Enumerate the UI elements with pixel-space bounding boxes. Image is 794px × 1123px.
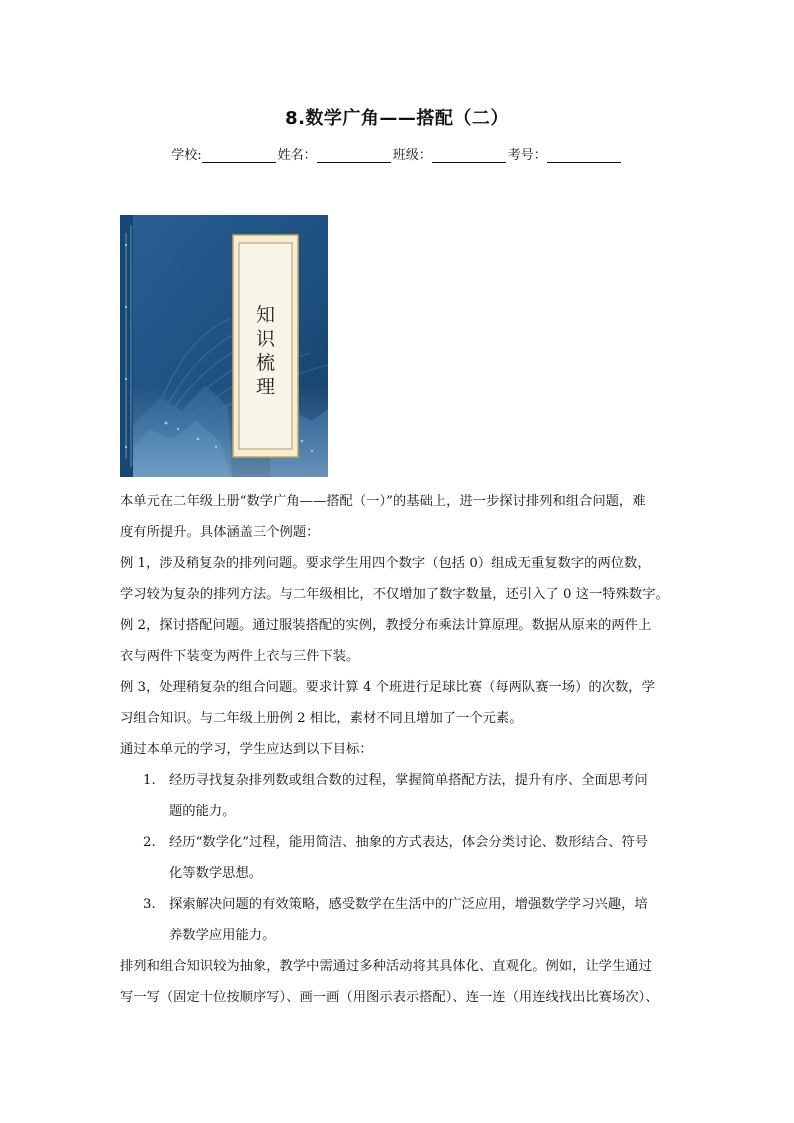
goals-intro: 通过本单元的学习，学生应达到以下目标： — [120, 742, 373, 757]
student-info-row — [0, 144, 794, 163]
cover-char-4: 理 — [255, 376, 276, 398]
goal-item-3 — [120, 889, 680, 951]
cover-char-1: 知 — [255, 304, 276, 326]
goal-2-line-2: 化等数学思想。 — [169, 866, 263, 881]
document-title: 8.数学广角——搭配（二） — [285, 108, 509, 129]
cover-char-2: 识 — [255, 328, 276, 350]
goal-2-line-1: 经历“数学化”过程，能用简洁、抽象的方式表达，体会分类讨论、数形结合、符号 — [169, 835, 648, 850]
number-blank[interactable] — [547, 148, 621, 163]
example-2-line-2: 衣与两件下装变为两件上衣与三件下装。 — [120, 649, 360, 664]
cover-illustration — [120, 215, 328, 477]
class-label: 班级： — [392, 148, 432, 163]
number-label: 考号： — [507, 148, 547, 163]
school-label: 学校: — [171, 148, 202, 163]
cover-char-3: 梳 — [255, 352, 276, 374]
intro-line-2: 度有所提升。具体涵盖三个例题： — [120, 525, 320, 540]
example-3-line-1: 例 3，处理稍复杂的组合问题。要求计算 4 个班进行足球比赛（每两队赛一场）的次数，学 — [120, 680, 655, 695]
school-blank[interactable] — [202, 148, 276, 163]
closing-line-2: 写一写（固定十位按顺序写）、画一画（用图示表示搭配）、连一连（用连线找出比赛场次）、 — [120, 990, 659, 1005]
goal-3-line-1: 探索解决问题的有效策略，感受数学在生活中的广泛应用，增强数学学习兴趣，培 — [169, 897, 648, 912]
goal-number-3: 3. — [143, 897, 156, 912]
goal-1-line-2: 题的能力。 — [169, 804, 236, 819]
goal-item-1 — [120, 765, 680, 827]
intro-line-1: 本单元在二年级上册“数学广角——搭配（一）”的基础上，进一步探讨排列和组合问题，难 — [120, 494, 646, 509]
goal-1-line-1: 经历寻找复杂排列数或组合数的过程，掌握简单搭配方法，提升有序、全面思考问 — [169, 773, 648, 788]
example-1-line-2: 学习较为复杂的排列方法。与二年级相比，不仅增加了数字数量，还引入了 0 这一特殊数字。 — [120, 587, 669, 602]
goal-3-line-2: 养数学应用能力。 — [169, 928, 276, 943]
knowledge-review-cover-image — [120, 215, 328, 477]
example-3-line-2: 习组合知识。与二年级上册例 2 相比，素材不同且增加了一个元素。 — [120, 711, 523, 726]
name-blank[interactable] — [317, 148, 391, 163]
goal-number-2: 2. — [143, 835, 156, 850]
class-blank[interactable] — [432, 148, 506, 163]
goal-item-2 — [120, 827, 680, 889]
document-body — [120, 486, 680, 1013]
example-2-line-1: 例 2，探讨搭配问题。通过服装搭配的实例，教授分布乘法计算原理。数据从原来的两件上 — [120, 618, 652, 633]
goal-number-1: 1. — [143, 773, 156, 788]
name-label: 姓名： — [277, 148, 317, 163]
example-1-line-1: 例 1，涉及稍复杂的排列问题。要求学生用四个数字（包括 0）组成无重复数字的两位数， — [120, 556, 651, 571]
closing-line-1: 排列和组合知识较为抽象，教学中需通过多种活动将其具体化、直观化。例如，让学生通过 — [120, 959, 652, 974]
